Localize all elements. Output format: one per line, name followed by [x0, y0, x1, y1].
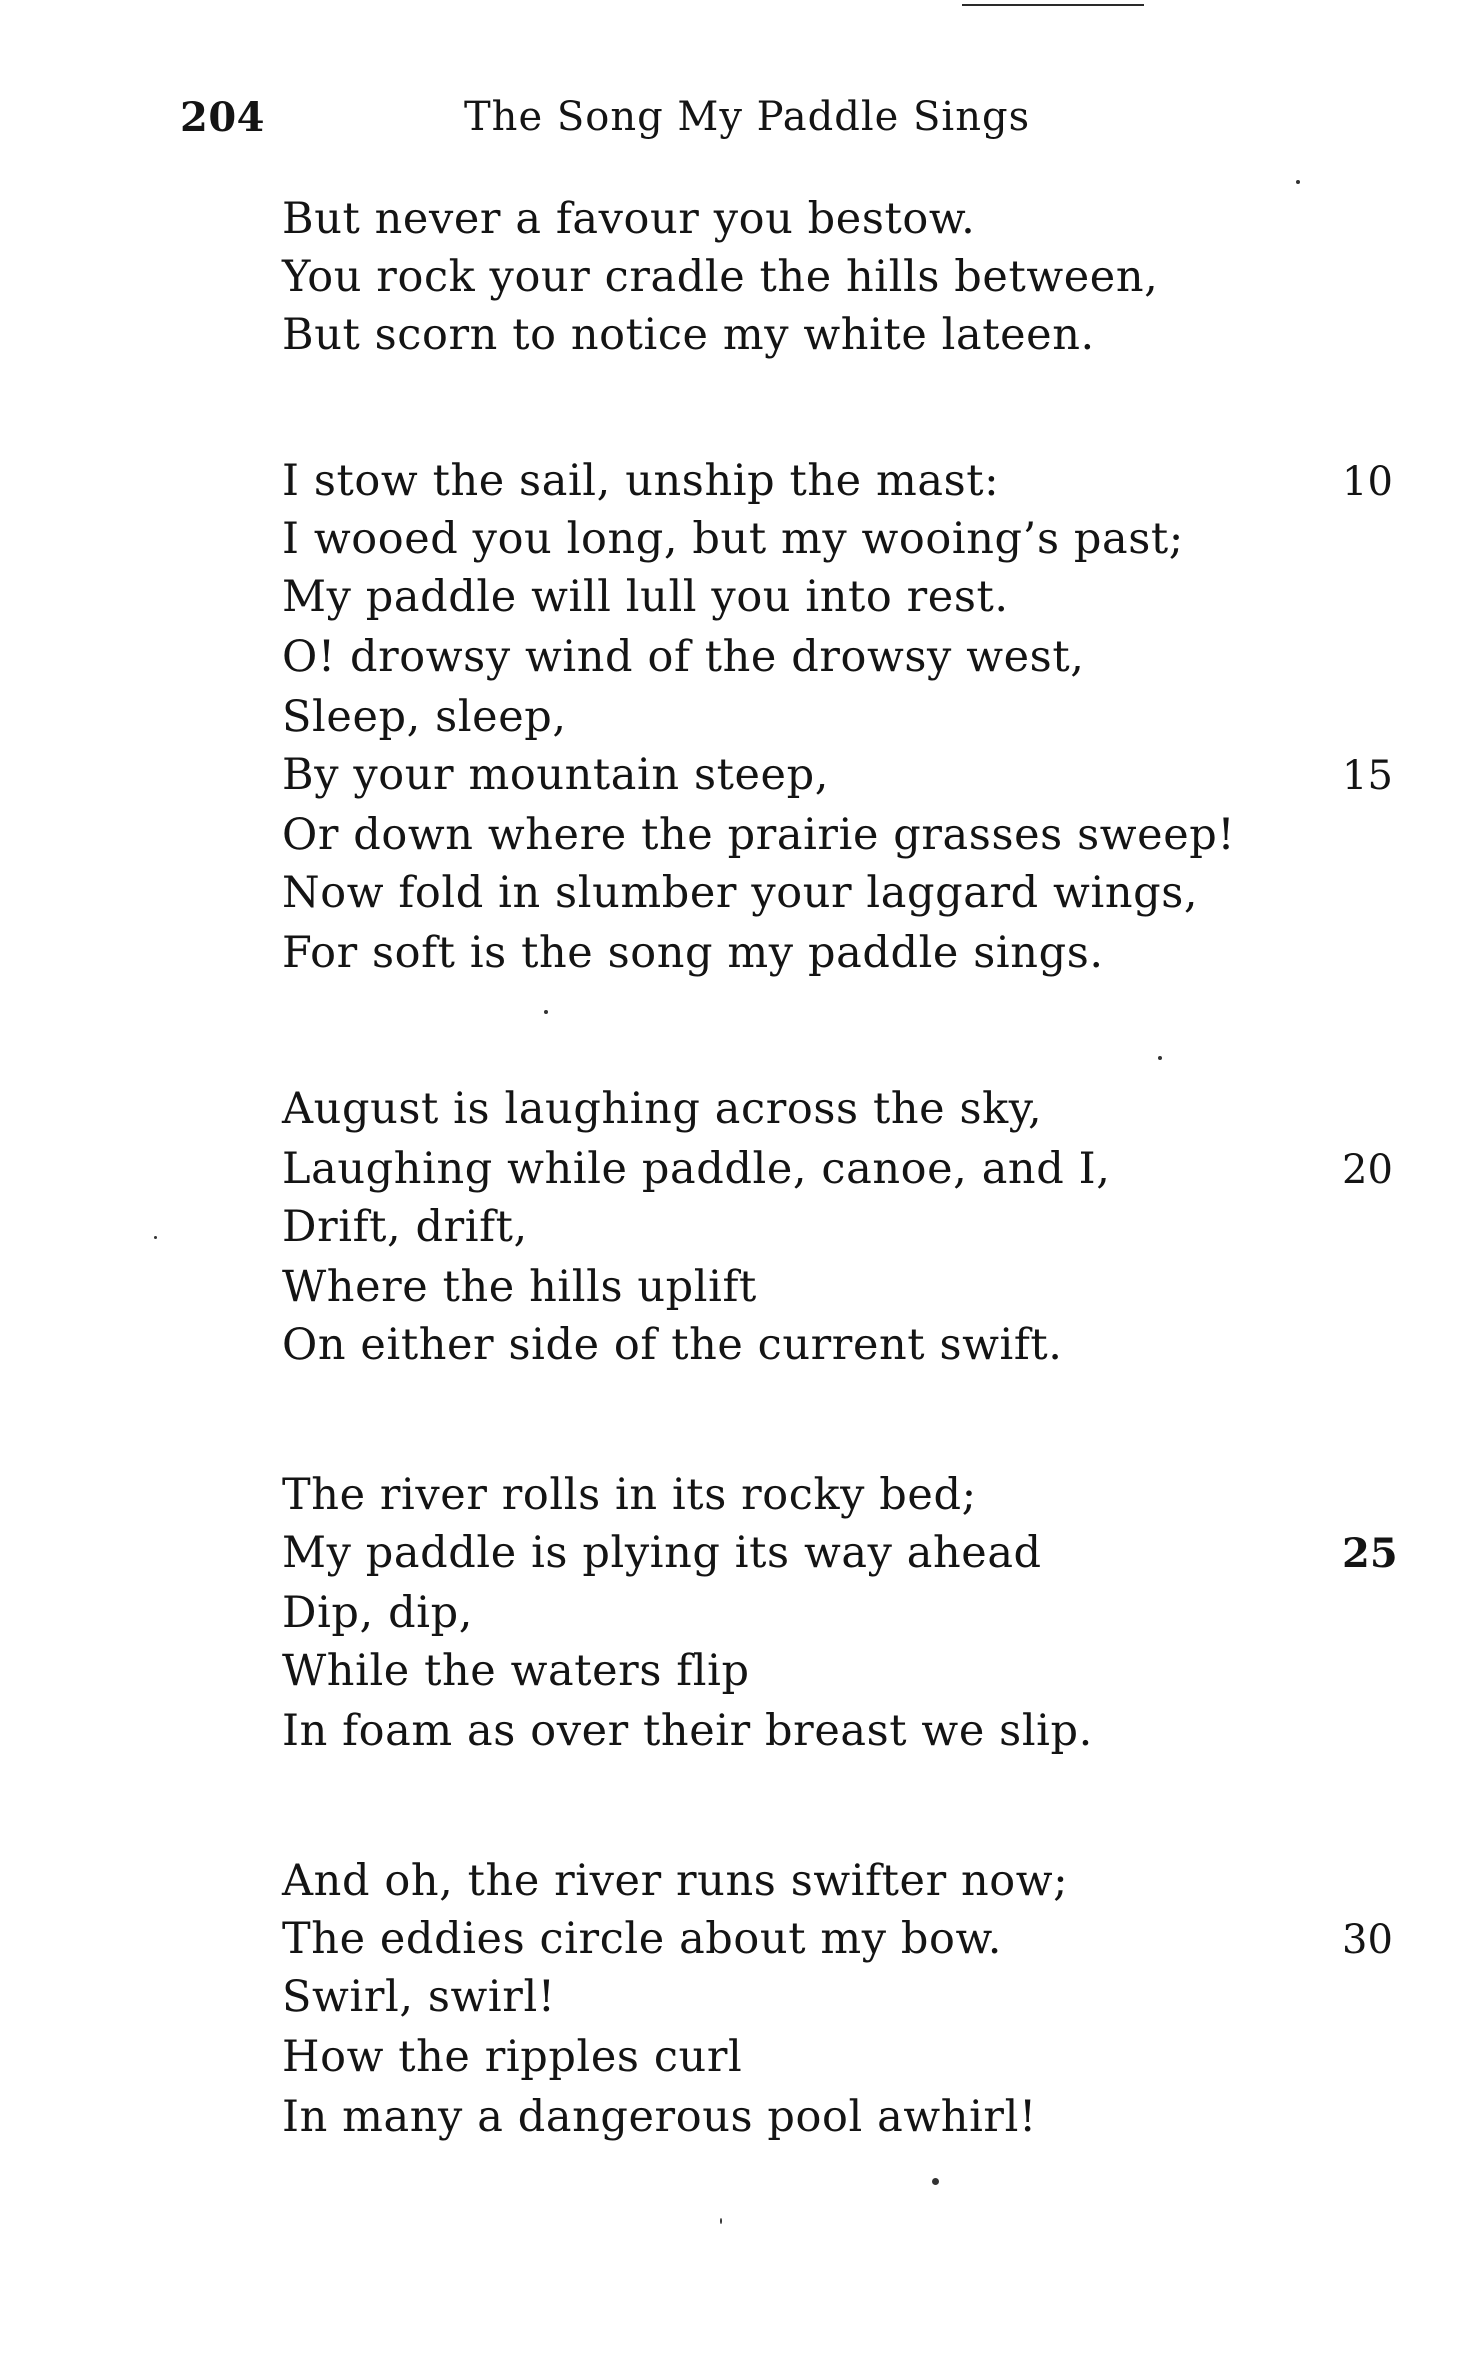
poem-line: In foam as over their breast we slip.: [282, 1706, 1093, 1756]
poem-line: In many a dangerous pool awhirl!: [282, 2092, 1037, 2142]
print-speck: [154, 1236, 157, 1239]
poem-line: But never a favour you bestow.: [282, 194, 976, 244]
poem-line: Swirl, swirl!: [282, 1972, 556, 2022]
poem-line: Laughing while paddle, canoe, and I,: [282, 1144, 1111, 1194]
poem-line: O! drowsy wind of the drowsy west,: [282, 632, 1085, 682]
line-number: 10: [1342, 459, 1393, 505]
poem-line: Or down where the prairie grasses sweep!: [282, 810, 1236, 860]
poem-line: My paddle is plying its way ahead: [282, 1528, 1042, 1578]
line-number: 15: [1342, 753, 1393, 799]
print-speck: [1296, 180, 1300, 184]
poem-line: But scorn to notice my white lateen.: [282, 310, 1095, 360]
print-speck: [720, 2218, 722, 2224]
poem-line: By your mountain steep,: [282, 750, 829, 800]
poem-line: Sleep, sleep,: [282, 692, 567, 742]
poem-line: Dip, dip,: [282, 1588, 473, 1638]
top-rule: [962, 4, 1144, 6]
poem-line: I stow the sail, unship the mast:: [282, 456, 1000, 506]
poem-line: The river rolls in its rocky bed;: [282, 1470, 977, 1520]
poem-line: How the ripples curl: [282, 2032, 743, 2082]
poem-line: You rock your cradle the hills between,: [282, 252, 1159, 302]
poem-line: On either side of the current swift.: [282, 1320, 1063, 1370]
poem-line: The eddies circle about my bow.: [282, 1914, 1003, 1964]
line-number: 30: [1342, 1917, 1393, 1963]
line-number: 25: [1342, 1530, 1398, 1577]
poem-line: Now fold in slumber your laggard wings,: [282, 868, 1199, 918]
print-speck: [544, 1010, 548, 1014]
page-number: 204: [180, 94, 265, 141]
poem-line: And oh, the river runs swifter now;: [282, 1856, 1069, 1906]
poem-line: While the waters flip: [282, 1646, 750, 1696]
print-speck: [932, 2178, 939, 2185]
line-number: 20: [1342, 1147, 1393, 1193]
running-title: The Song My Paddle Sings: [464, 94, 1031, 140]
poem-line: For soft is the song my paddle sings.: [282, 928, 1104, 978]
print-speck: [1158, 1056, 1162, 1060]
poem-line: August is laughing across the sky,: [282, 1084, 1043, 1134]
poem-line: Where the hills uplift: [282, 1262, 757, 1312]
poem-line: I wooed you long, but my wooing’s past;: [282, 514, 1184, 564]
poem-line: Drift, drift,: [282, 1202, 528, 1252]
poem-line: My paddle will lull you into rest.: [282, 572, 1009, 622]
